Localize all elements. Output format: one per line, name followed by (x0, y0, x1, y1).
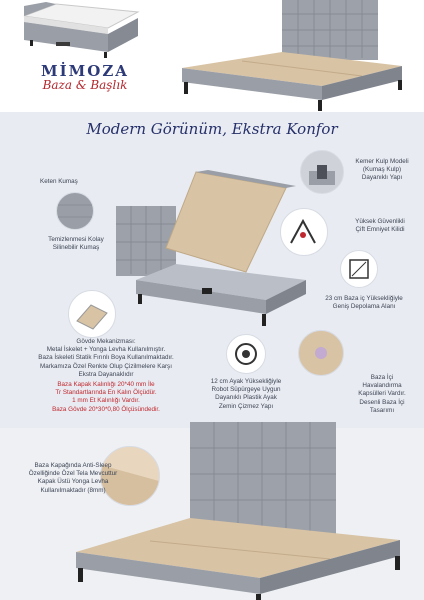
bed-base-image-top (172, 0, 412, 112)
anti-sleep-label: Baza Kapağında Anti-Sleep Özelliğinde Özel Tela Mevcuttur Kapak Üstü Yonga Levha Kullanılmaktadır (8mm) (28, 462, 118, 494)
robot-vacuum-image (226, 334, 266, 374)
ventilation-detail-image (298, 330, 344, 376)
brand-logo (20, 62, 150, 92)
brand-name: MİMOZA (41, 62, 129, 80)
handle-label: Kemer Kulp Modeli (Kumaş Kulp) Dayanıklı Yapı (355, 158, 409, 182)
headline: Modern Görünüm, Ekstra Konfor (86, 120, 338, 138)
bed-with-mattress-image (16, 2, 146, 60)
storage-height-icon (340, 250, 378, 288)
fabric-detail-image (56, 192, 94, 230)
brand-subtitle: Baza & Başlık (42, 78, 128, 92)
bed-base-image-bottom (40, 418, 424, 600)
storage-mechanism-image (68, 290, 116, 338)
body-mechanism-label: Gövde Mekanizması: Metal İskelet + Yonga Levha Kullanılmıştır. Baza İskeleti Statik Fırınlı Boya Kullanılmaktadır. Markamıza Özel Renkte Olup Çizilmelere Karşı Ekstra Dayanaklıdır (38, 338, 174, 378)
feet-label: 12 cm Ayak Yüksekliğiyle Robot Süpürgeye Uygun Dayanıklı Plastik Ayak Zemin Çizmez Yapı (210, 378, 282, 410)
storage-label: 23 cm Baza iç Yüksekliğiyle Geniş Depolama Alanı (325, 295, 403, 311)
lock-detail-image (280, 208, 328, 256)
handle-detail-image (300, 150, 344, 194)
interior-label: Baza İçi Havalandırma Kapsülleri Vardır. Desenli Baza İçi Tasarımı (358, 374, 406, 414)
lock-label: Yüksek Güvenlikli Çift Emniyet Kilidi (355, 218, 405, 234)
fabric-label: Keten Kumaş (40, 178, 78, 185)
cleaning-label: Temizlenmesi Kolay Silinebilir Kumaş (48, 236, 104, 252)
thickness-label: Baza Kapak Kalınlığı 20*40 mm İle Tr Standartlarında En Kalın Ölçüdür. 1 mm Et Kalınlığı Vardır. Baza Gövde 20*30*0,80 Ölçüsündedir. (52, 381, 160, 413)
